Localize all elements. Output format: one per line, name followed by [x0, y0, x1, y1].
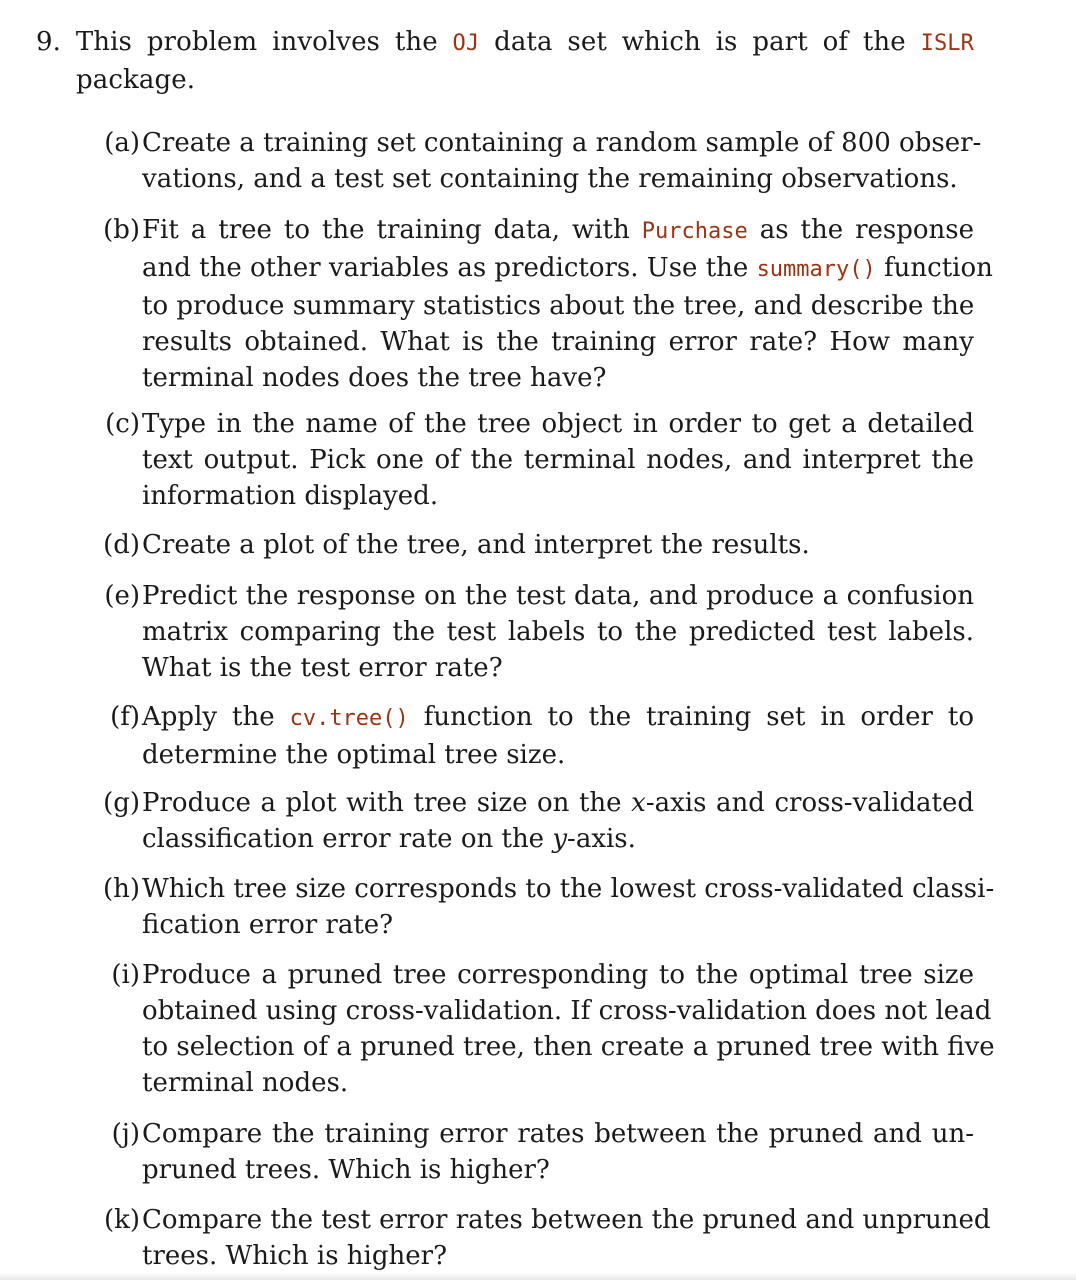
part-b: [36, 212, 993, 396]
exercise-page: [36, 24, 995, 1271]
part-text: [142, 250, 993, 288]
part-label: (f): [110, 702, 140, 732]
part-text: Compare the test error rates between the pruned and unpruned: [142, 1205, 991, 1235]
part-text: vations, and a test set containing the remaining observations.: [142, 164, 958, 194]
part-text-segment: function to the training set in order to: [423, 702, 975, 732]
part-a: [36, 125, 982, 197]
part-i: [36, 957, 995, 1101]
math-y: y: [552, 824, 568, 854]
part-text: Compare the training error rates between the pruned and un-: [142, 1119, 974, 1149]
part-label: (g): [103, 788, 140, 818]
intro-text-end: package.: [76, 65, 196, 95]
part-label: (a): [104, 128, 140, 158]
part-text-segment: and the other variables as predictors. Use the: [142, 253, 749, 283]
part-h: [36, 871, 995, 943]
part-label: (h): [102, 874, 140, 904]
cv-tree-code: cv.tree(): [289, 706, 409, 731]
part-e: [36, 578, 974, 686]
oj-code: OJ: [452, 31, 480, 56]
part-text: Predict the response on the test data, and produce a confusion: [142, 581, 974, 611]
part-text: [142, 821, 974, 857]
part-label: (c): [105, 409, 140, 439]
part-label: (i): [111, 960, 140, 990]
part-label: (j): [111, 1119, 140, 1149]
intro-text-middle: data set which is part of the: [494, 27, 906, 57]
part-d: [36, 527, 974, 563]
part-text: fication error rate?: [142, 910, 394, 940]
part-text-segment: function: [884, 253, 993, 283]
part-label: (b): [103, 215, 140, 245]
part-text: terminal nodes does the tree have?: [142, 363, 607, 393]
part-text-segment: -axis.: [567, 824, 636, 854]
part-text: obtained using cross-validation. If cross-validation does not lead: [142, 996, 992, 1026]
part-text: to selection of a pruned tree, then create a pruned tree with five: [142, 1032, 995, 1062]
problem-statement: [36, 24, 974, 98]
part-label: (k): [103, 1205, 140, 1235]
part-text: Create a plot of the tree, and interpret the results.: [142, 530, 810, 560]
part-text: results obtained. What is the training error rate? How many: [142, 327, 974, 357]
part-text: [142, 699, 974, 737]
part-text: pruned trees. Which is higher?: [142, 1155, 550, 1185]
part-text: Create a training set containing a random sample of 800 obser-: [142, 128, 982, 158]
part-label: (d): [103, 530, 140, 560]
part-j: [36, 1116, 974, 1188]
part-text-segment: as the response: [759, 215, 974, 245]
part-c: [36, 406, 974, 514]
part-f: [36, 699, 974, 773]
summary-code: summary(): [756, 257, 876, 282]
part-text-segment: Produce a plot with tree size on the: [142, 788, 622, 818]
part-text: What is the test error rate?: [142, 653, 503, 683]
part-text: Produce a pruned tree corresponding to the optimal tree size: [142, 960, 974, 990]
part-text-segment: Fit a tree to the training data, with: [142, 215, 630, 245]
part-text: matrix comparing the test labels to the predicted test labels.: [142, 617, 974, 647]
bottom-edge-shadow: [0, 1272, 1076, 1280]
purchase-code: Purchase: [641, 219, 748, 244]
part-g: [36, 785, 974, 857]
part-text: Which tree size corresponds to the lowest cross-validated classi-: [142, 874, 995, 904]
math-x: x: [631, 788, 646, 818]
x-axis-term: [631, 788, 974, 818]
islr-code: ISLR: [920, 31, 974, 56]
part-text: determine the optimal tree size.: [142, 740, 566, 770]
intro-text: This problem involves the: [75, 27, 438, 57]
part-text-segment: -axis and cross-validated: [645, 788, 975, 818]
part-k: [36, 1202, 991, 1274]
part-label: (e): [104, 581, 140, 611]
part-text: [142, 212, 974, 250]
part-text: information displayed.: [142, 481, 439, 511]
part-text: to produce summary statistics about the tree, and describe the: [142, 291, 975, 321]
part-text: Type in the name of the tree object in order to get a detailed: [142, 409, 974, 439]
part-text-segment: Apply the: [142, 702, 275, 732]
part-text: [142, 785, 974, 821]
part-text: trees. Which is higher?: [142, 1241, 448, 1271]
part-text-segment: classification error rate on the: [142, 824, 545, 854]
part-text: text output. Pick one of the terminal nodes, and interpret the: [142, 445, 974, 475]
problem-number: 9.: [36, 27, 62, 57]
part-text: terminal nodes.: [142, 1068, 349, 1098]
